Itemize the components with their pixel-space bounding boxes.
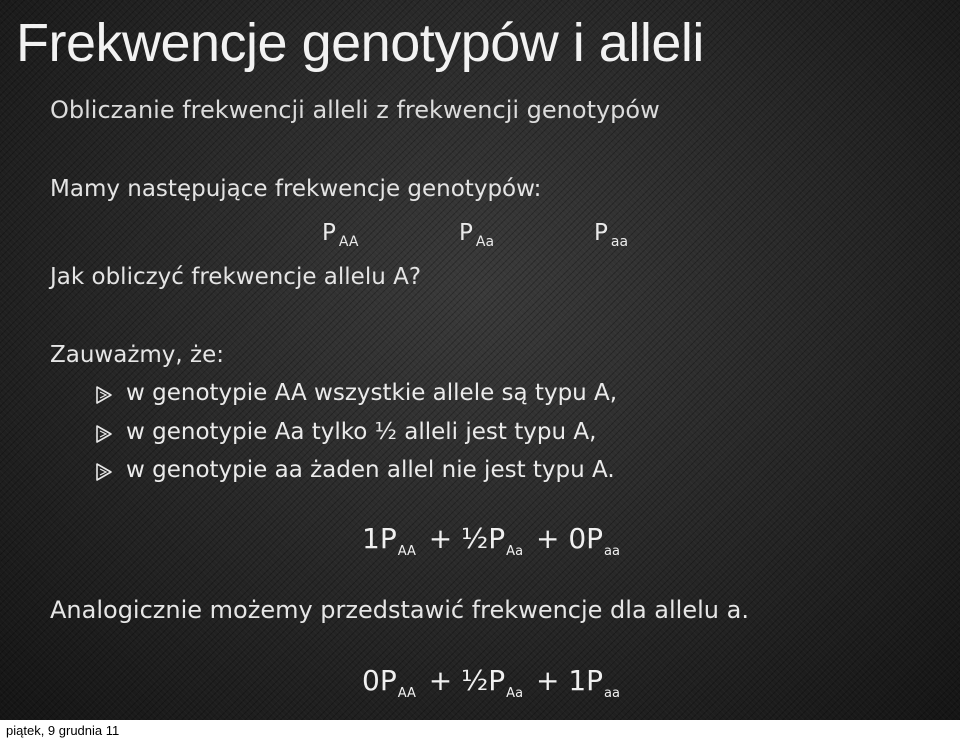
formula-term: 1P xyxy=(362,522,397,555)
formula-term: 1P xyxy=(568,664,604,697)
genotype-symbol-sub: AA xyxy=(338,234,359,250)
bullet-text: w genotypie aa żaden allel nie jest typu A. xyxy=(126,457,615,483)
formula-term-sub: Aa xyxy=(506,544,524,559)
genotype-symbol-AA xyxy=(322,220,358,250)
slide-subtitle: Obliczanie frekwencji alleli z frekwencji genotypów xyxy=(50,96,660,124)
formula-allele-A xyxy=(362,522,624,559)
genotype-symbol-base: P xyxy=(459,220,473,246)
note-intro: Zauważmy, że: xyxy=(50,342,225,368)
formula-term-sub: aa xyxy=(604,544,620,559)
formula-allele-a xyxy=(362,664,624,701)
genotype-symbol-sub: Aa xyxy=(475,234,495,250)
formula-term-sub: aa xyxy=(604,686,620,701)
formula-term-sub: Aa xyxy=(506,686,524,701)
genotype-symbol-sub: aa xyxy=(610,234,629,250)
genotype-symbol-Aa xyxy=(459,220,494,250)
analogy-text: Analogicznie możemy przedstawić frekwencje dla allelu a. xyxy=(50,596,749,624)
bullet-text: w genotypie Aa tylko ½ alleli jest typu A, xyxy=(126,419,597,445)
outline-triangle-arrow-icon xyxy=(94,424,114,444)
formula-operator: + xyxy=(535,664,560,697)
genotype-symbol-base: P xyxy=(594,220,608,246)
slide-title: Frekwencje genotypów i alleli xyxy=(16,13,704,73)
formula-term: ½P xyxy=(461,664,506,697)
formula-operator: + xyxy=(428,522,453,555)
genotype-symbol-base: P xyxy=(322,220,336,246)
intro-text: Mamy następujące frekwencje genotypów: xyxy=(50,176,542,202)
question-text: Jak obliczyć frekwencje allelu A? xyxy=(50,264,422,290)
bullet-text: w genotypie AA wszystkie allele są typu A, xyxy=(126,380,618,406)
footer-date: piątek, 9 grudnia 11 xyxy=(6,723,120,738)
outline-triangle-arrow-icon xyxy=(94,462,114,482)
formula-operator: + xyxy=(428,664,453,697)
formula-term: ½P xyxy=(461,522,506,555)
formula-term: 0P xyxy=(568,522,604,555)
outline-triangle-arrow-icon xyxy=(94,385,114,405)
formula-operator: + xyxy=(535,522,560,555)
formula-term-sub: AA xyxy=(397,544,416,559)
formula-term: 0P xyxy=(362,664,397,697)
genotype-symbol-aa xyxy=(594,220,628,250)
formula-term-sub: AA xyxy=(397,686,416,701)
